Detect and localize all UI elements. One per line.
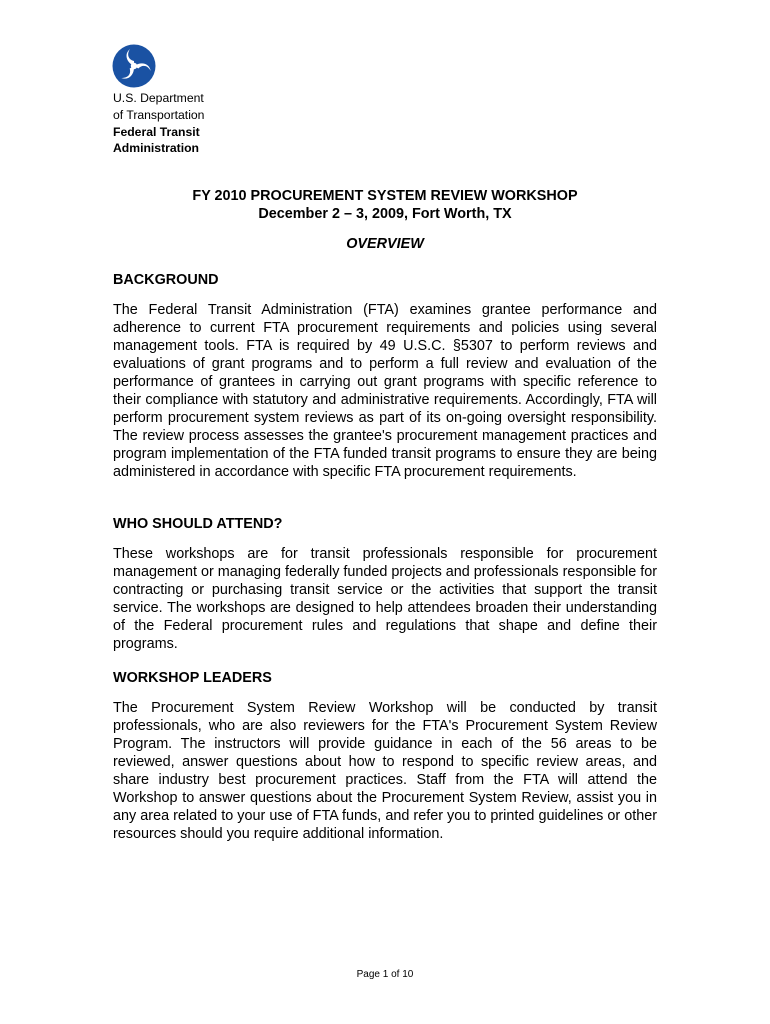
sub-agency-line1: Federal Transit (113, 125, 200, 139)
document-title (113, 187, 657, 223)
agency-name-line2: of Transportation (113, 108, 205, 122)
title-line1: FY 2010 PROCUREMENT SYSTEM REVIEW WORKSHOP (192, 188, 578, 204)
agency-name-line1: U.S. Department (113, 91, 204, 105)
background-heading: BACKGROUND (113, 272, 219, 288)
who-should-attend-paragraph: These workshops are for transit professionals responsible for procurement management or managing federally funded projects and professionals responsible for contracting or purchasing transit service or the activities that support the transit service. The workshops are designed to help attendees broaden their understanding of the Federal procurement rules and regulations that shape and define their programs. (113, 546, 657, 653)
who-should-attend-heading: WHO SHOULD ATTEND? (113, 516, 283, 532)
workshop-leaders-paragraph: The Procurement System Review Workshop will be conducted by transit professionals, who are also reviewers for the FTA's Procurement System Review Program. The instructors will provide guidance in each of the 56 areas to be reviewed, answer questions about how to respond to specific review areas, and share industry best procurement practices. Staff from the FTA will attend the Workshop to answer questions about the Procurement System Review, assist you in any area related to your use of FTA funds, and refer you to printed guidelines or other resources should you require additional information. (113, 700, 657, 843)
title-line2: December 2 – 3, 2009, Fort Worth, TX (258, 206, 512, 222)
dot-triskelion-logo-icon (112, 44, 156, 88)
sub-agency-line2: Administration (113, 141, 199, 155)
workshop-leaders-heading: WORKSHOP LEADERS (113, 670, 272, 686)
overview-subtitle: OVERVIEW (346, 236, 424, 252)
background-paragraph: The Federal Transit Administration (FTA) examines grantee performance and adherence to current FTA procurement requirements and policies using several management tools. FTA is required by 49 U.S.C. §5307 to perform reviews and evaluations of grant programs and to perform a full review and evaluation of the performance of grantees in carrying out grant programs with specific reference to their compliance with statutory and administrative requirements. Accordingly, FTA will perform procurement system reviews as part of its on-going oversight responsibility. The review process assesses the grantee's procurement management practices and program implementation of the FTA funded transit programs to ensure they are being administered in accordance with specific FTA procurement requirements. (113, 302, 657, 481)
agency-block (113, 90, 204, 156)
page-number: Page 1 of 10 (356, 969, 414, 980)
